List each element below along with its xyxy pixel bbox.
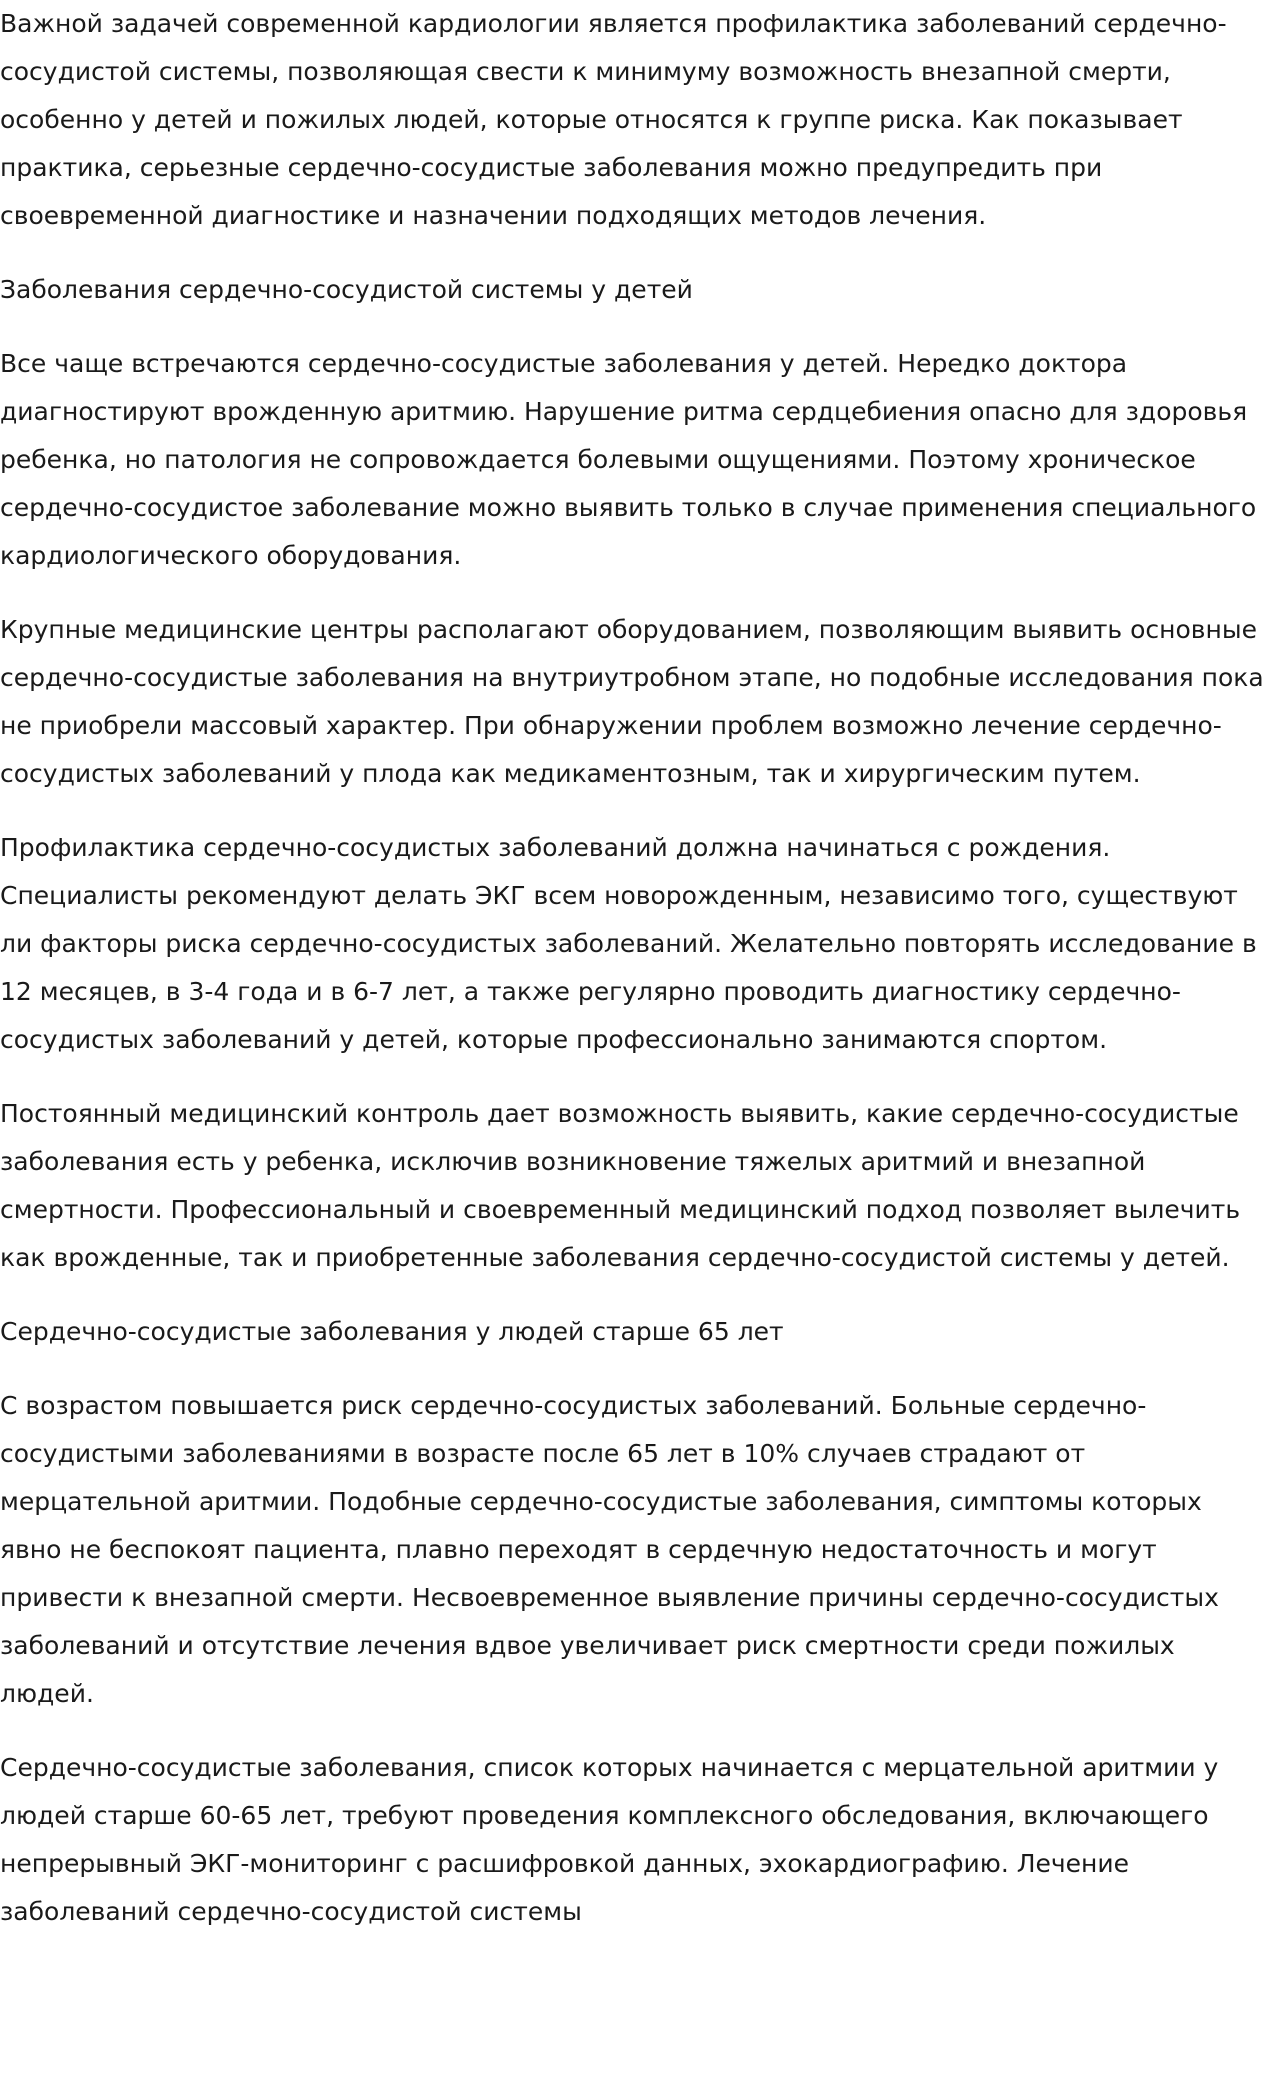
paragraph-children-arrhythmia: Все чаще встречаются сердечно-сосудистые заболевания у детей. Нередко доктора диагностируют врожденную аритмию. Нарушение ритма сердцебиения опасно для здоровья ребенка, но патология не сопровождается болевыми ощущениями. Поэтому хроническое сердечно-сосудистое заболевание можно выявить только в случае применения специального кардиологического оборудования. (0, 349, 1257, 570)
paragraph-prenatal-diagnostics: Крупные медицинские центры располагают оборудованием, позволяющим выявить основные сердечно-сосудистые заболевания на внутриутробном этапе, но подобные исследования пока не приобрели массовый характер. При обнаружении проблем возможно лечение сердечно-сосудистых заболеваний у плода как медикаментозным, так и хирургическим путем. (0, 615, 1264, 788)
paragraph-medical-control: Постоянный медицинский контроль дает возможность выявить, какие сердечно-сосудистые заболевания есть у ребенка, исключив возникновение тяжелых аритмий и внезапной смертности. Профессиональный и своевременный медицинский подход позволяет вылечить как врожденные, так и приобретенные заболевания сердечно-сосудистой системы у детей. (0, 1099, 1241, 1272)
paragraph-elderly-risk: С возрастом повышается риск сердечно-сосудистых заболеваний. Больные сердечно-сосудистыми заболеваниями в возрасте после 65 лет в 10% случаев страдают от мерцательной аритмии. Подобные сердечно-сосудистые заболевания, симптомы которых явно не беспокоят пациента, плавно переходят в сердечную недостаточность и могут привести к внезапной смерти. Несвоевременное выявление причины сердечно-сосудистых заболеваний и отсутствие лечения вдвое увеличивает риск смертности среди пожилых людей. (0, 1391, 1219, 1708)
intro-paragraph: Важной задачей современной кардиологии является профилактика заболеваний сердечно-сосудистой системы, позволяющая свести к минимуму возможность внезапной смерти, особенно у детей и пожилых людей, которые относятся к группе риска. Как показывает практика, серьезные сердечно-сосудистые заболевания можно предупредить при своевременной диагностике и назначении подходящих методов лечения. (0, 9, 1227, 230)
paragraph-elderly-diagnostics: Сердечно-сосудистые заболевания, список которых начинается с мерцательной аритмии у людей старше 60-65 лет, требуют проведения комплексного обследования, включающего непрерывный ЭКГ-мониторинг с расшифровкой данных, эхокардиографию. Лечение заболеваний сердечно-сосудистой системы (0, 1753, 1219, 1926)
section-heading-children: Заболевания сердечно-сосудистой системы у детей (0, 275, 693, 304)
paragraph-prevention-ecg: Профилактика сердечно-сосудистых заболеваний должна начинаться с рождения. Специалисты рекомендуют делать ЭКГ всем новорожденным, независимо того, существуют ли факторы риска сердечно-сосудистых заболеваний. Желательно повторять исследование в 12 месяцев, в 3-4 года и в 6-7 лет, а также регулярно проводить диагностику сердечно-сосудистых заболеваний у детей, которые профессионально занимаются спортом. (0, 833, 1257, 1054)
section-heading-elderly: Сердечно-сосудистые заболевания у людей старше 65 лет (0, 1317, 784, 1346)
